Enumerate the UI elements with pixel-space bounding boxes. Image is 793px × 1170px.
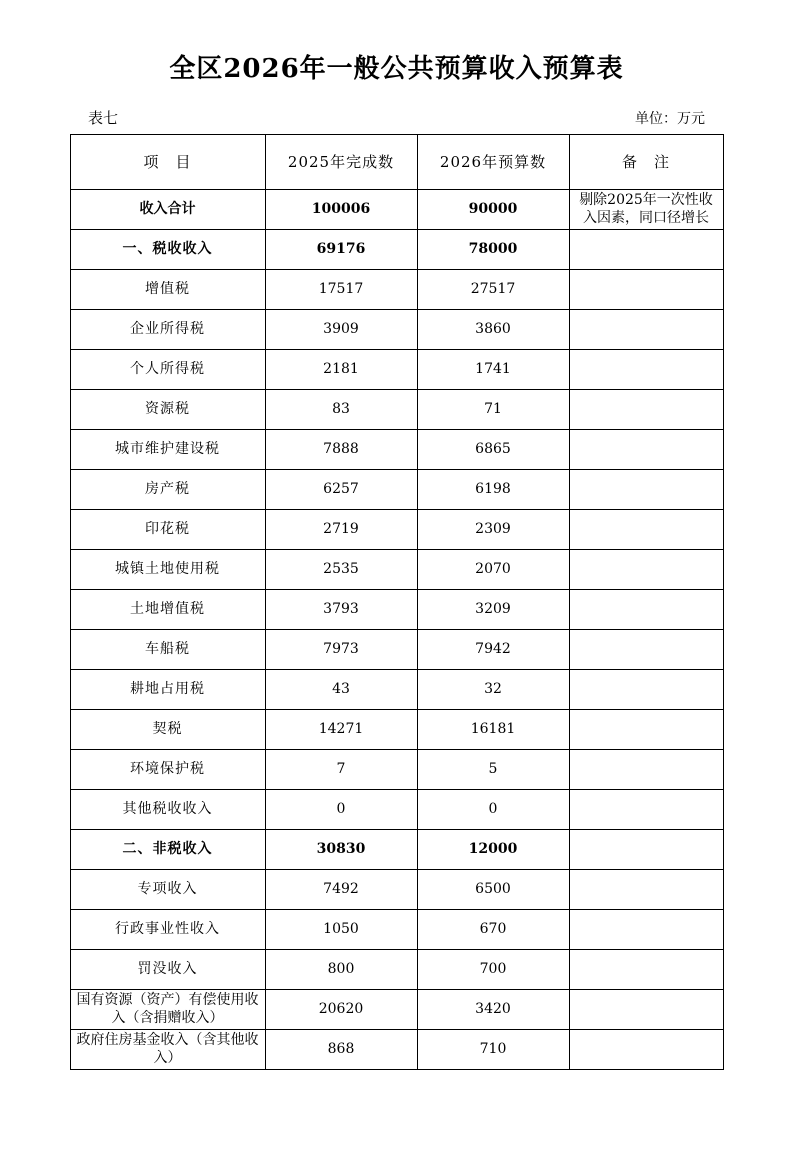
page-title: 全区2026年一般公共预算收入预算表: [169, 54, 624, 84]
row-item-label: 城市维护建设税: [70, 430, 265, 470]
row-item-label: 印花税: [70, 510, 265, 550]
row-value-2025: 14271: [265, 710, 417, 750]
table-row: [70, 790, 723, 830]
row-item-label: 环境保护税: [70, 750, 265, 790]
table-row: [70, 390, 723, 430]
row-value-2026: 6198: [417, 470, 569, 510]
row-item-label: 罚没收入: [70, 950, 265, 990]
row-value-2025: 2181: [265, 350, 417, 390]
row-value-2026: 6865: [417, 430, 569, 470]
row-value-2026: 670: [417, 910, 569, 950]
table-label: 表七: [88, 109, 119, 127]
row-note: [569, 710, 723, 750]
row-note: [569, 310, 723, 350]
row-item-label: 企业所得税: [70, 310, 265, 350]
table-row: [70, 630, 723, 670]
row-value-2025: 1050: [265, 910, 417, 950]
row-value-2025: 3793: [265, 590, 417, 630]
row-item-label: 契税: [70, 710, 265, 750]
row-item-label: 政府住房基金收入（含其他收入）: [70, 1030, 265, 1070]
row-note: [569, 910, 723, 950]
row-value-2026: 700: [417, 950, 569, 990]
row-note: [569, 790, 723, 830]
row-note: [569, 470, 723, 510]
header-2026: 2026年预算数: [417, 135, 569, 190]
row-note: [569, 550, 723, 590]
row-value-2026: 71: [417, 390, 569, 430]
table-row: [70, 190, 723, 230]
table-row: [70, 350, 723, 390]
row-item-label: 一、税收收入: [70, 230, 265, 270]
row-note: [569, 830, 723, 870]
row-value-2026: 7942: [417, 630, 569, 670]
table-row: [70, 310, 723, 350]
row-value-2025: 43: [265, 670, 417, 710]
row-value-2026: 16181: [417, 710, 569, 750]
row-item-label: 专项收入: [70, 870, 265, 910]
row-note: [569, 750, 723, 790]
row-item-label: 耕地占用税: [70, 670, 265, 710]
row-note: 剔除2025年一次性收入因素，同口径增长: [569, 190, 723, 230]
table-row: [70, 670, 723, 710]
row-value-2025: 3909: [265, 310, 417, 350]
table-row: [70, 830, 723, 870]
row-item-label: 城镇土地使用税: [70, 550, 265, 590]
row-value-2025: 69176: [265, 230, 417, 270]
row-value-2026: 12000: [417, 830, 569, 870]
unit-label: 单位：万元: [635, 111, 705, 127]
row-value-2026: 27517: [417, 270, 569, 310]
table-row: [70, 270, 723, 310]
row-value-2026: 3420: [417, 990, 569, 1030]
row-value-2025: 7973: [265, 630, 417, 670]
row-value-2026: 0: [417, 790, 569, 830]
row-value-2026: 3209: [417, 590, 569, 630]
row-value-2026: 3860: [417, 310, 569, 350]
table-header-row: [70, 135, 723, 190]
row-value-2025: 7492: [265, 870, 417, 910]
table-row: [70, 590, 723, 630]
row-note: [569, 670, 723, 710]
row-value-2025: 83: [265, 390, 417, 430]
row-value-2025: 2719: [265, 510, 417, 550]
row-item-label: 土地增值税: [70, 590, 265, 630]
row-item-label: 个人所得税: [70, 350, 265, 390]
table-row: [70, 510, 723, 550]
row-item-label: 行政事业性收入: [70, 910, 265, 950]
row-value-2026: 2070: [417, 550, 569, 590]
row-value-2025: 7888: [265, 430, 417, 470]
table-row: [70, 870, 723, 910]
row-value-2025: 20620: [265, 990, 417, 1030]
row-value-2025: 7: [265, 750, 417, 790]
table-row: [70, 430, 723, 470]
row-item-label: 其他税收收入: [70, 790, 265, 830]
row-note: [569, 1030, 723, 1070]
row-value-2026: 6500: [417, 870, 569, 910]
row-note: [569, 430, 723, 470]
row-item-label: 车船税: [70, 630, 265, 670]
table-row: [70, 550, 723, 590]
row-value-2026: 5: [417, 750, 569, 790]
row-note: [569, 510, 723, 550]
row-item-label: 资源税: [70, 390, 265, 430]
table-row: [70, 950, 723, 990]
row-value-2026: 1741: [417, 350, 569, 390]
table-row: [70, 470, 723, 510]
table-row: [70, 990, 723, 1030]
table-row: [70, 1030, 723, 1070]
row-note: [569, 350, 723, 390]
row-value-2025: 17517: [265, 270, 417, 310]
budget-table: [70, 134, 724, 1070]
document-page: [0, 48, 793, 1170]
row-value-2025: 30830: [265, 830, 417, 870]
row-item-label: 收入合计: [70, 190, 265, 230]
row-value-2026: 90000: [417, 190, 569, 230]
row-note: [569, 990, 723, 1030]
table-row: [70, 750, 723, 790]
row-value-2026: 2309: [417, 510, 569, 550]
row-value-2025: 0: [265, 790, 417, 830]
header-2025: 2025年完成数: [265, 135, 417, 190]
row-note: [569, 230, 723, 270]
row-item-label: 房产税: [70, 470, 265, 510]
row-item-label: 增值税: [70, 270, 265, 310]
row-note: [569, 270, 723, 310]
row-value-2026: 710: [417, 1030, 569, 1070]
row-value-2025: 2535: [265, 550, 417, 590]
row-note: [569, 390, 723, 430]
row-value-2025: 100006: [265, 190, 417, 230]
header-note: 备 注: [569, 135, 723, 190]
row-note: [569, 870, 723, 910]
row-item-label: 二、非税收入: [70, 830, 265, 870]
row-value-2025: 6257: [265, 470, 417, 510]
row-value-2026: 78000: [417, 230, 569, 270]
row-item-label: 国有资源（资产）有偿使用收入（含捐赠收入）: [70, 990, 265, 1030]
table-row: [70, 230, 723, 270]
row-value-2025: 868: [265, 1030, 417, 1070]
table-row: [70, 910, 723, 950]
row-value-2026: 32: [417, 670, 569, 710]
row-note: [569, 630, 723, 670]
table-meta-row: [88, 107, 705, 128]
header-item: 项 目: [70, 135, 265, 190]
row-note: [569, 590, 723, 630]
row-value-2025: 800: [265, 950, 417, 990]
table-row: [70, 710, 723, 750]
row-note: [569, 950, 723, 990]
